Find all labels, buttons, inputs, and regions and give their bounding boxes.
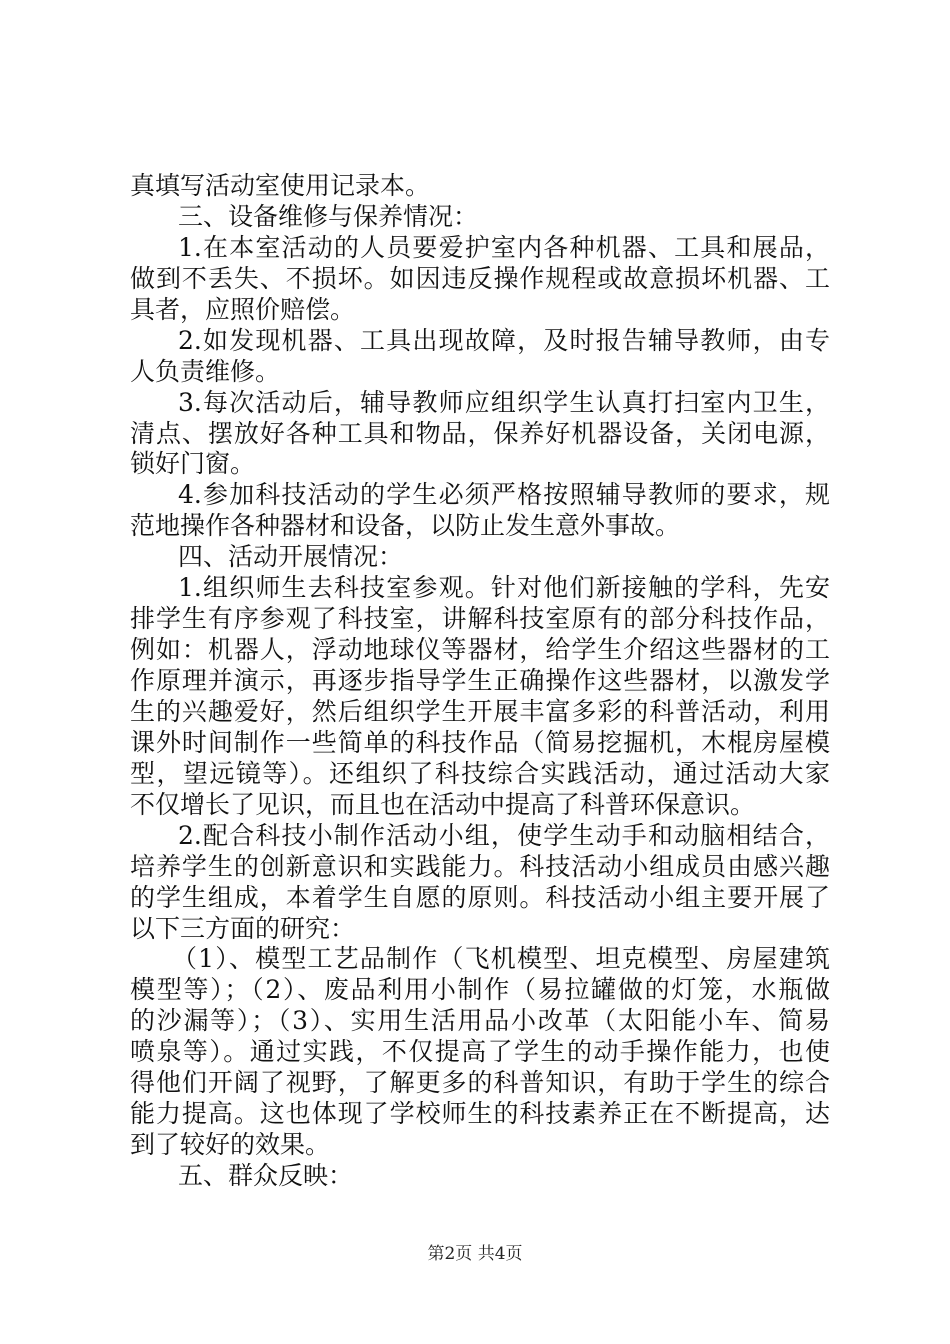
text-line-22: 2.配合科技小制作活动小组，使学生动手和动脑相结合， [178, 821, 830, 850]
section-heading-4: 四、活动开展情况： [178, 542, 404, 571]
text-line-7: 人负责维修。 [130, 357, 281, 386]
text-line-16: 例如：机器人，浮动地球仪等器材，给学生介绍这些器材的工 [130, 635, 830, 664]
text-line-18: 生的兴趣爱好，然后组织学生开展丰富多彩的科普活动，利用 [130, 697, 830, 726]
text-line-28: 的沙漏等）；（3）、实用生活用品小改革（太阳能小车、简易 [130, 1006, 830, 1035]
text-line-17: 作原理并演示，再逐步指导学生正确操作这些器材，以激发学 [130, 666, 830, 695]
text-line-9: 清点、摆放好各种工具和物品，保养好机器设备，关闭电源， [130, 419, 830, 448]
text-line-14: 1.组织师生去科技室参观。针对他们新接触的学科，先安 [178, 573, 830, 602]
section-heading-3: 三、设备维修与保养情况： [178, 202, 479, 231]
section-heading-5: 五、群众反映： [178, 1161, 354, 1190]
text-line-23: 培养学生的创新意识和实践能力。科技活动小组成员由感兴趣 [130, 852, 830, 881]
text-line-30: 得他们开阔了视野，了解更多的科普知识，有助于学生的综合 [130, 1068, 830, 1097]
text-line-25: 以下三方面的研究： [130, 914, 356, 943]
text-line-26: （1）、模型工艺品制作（飞机模型、坦克模型、房屋建筑 [172, 944, 830, 973]
text-line-6: 2.如发现机器、工具出现故障，及时报告辅导教师，由专 [178, 326, 830, 355]
text-line-10: 锁好门窗。 [130, 449, 256, 478]
text-line-27: 模型等）；（2）、废品利用小制作（易拉罐做的灯笼，水瓶做 [130, 975, 830, 1004]
text-line-3: 1.在本室活动的人员要爱护室内各种机器、工具和展品， [178, 233, 830, 262]
text-line-11: 4.参加科技活动的学生必须严格按照辅导教师的要求，规 [178, 480, 830, 509]
text-line-5: 具者，应照价赔偿。 [130, 295, 356, 324]
text-line-21: 不仅增长了见识，而且也在活动中提高了科普环保意识。 [130, 790, 756, 819]
text-line-29: 喷泉等）。通过实践，不仅提高了学生的动手操作能力，也使 [130, 1037, 830, 1066]
text-line-20: 型，望远镜等）。还组织了科技综合实践活动，通过活动大家 [130, 759, 830, 788]
text-line-12: 范地操作各种器材和设备，以防止发生意外事故。 [130, 511, 681, 540]
text-line-8: 3.每次活动后，辅导教师应组织学生认真打扫室内卫生， [178, 388, 830, 417]
text-line-32: 到了较好的效果。 [130, 1130, 331, 1159]
text-line-4: 做到不丢失、不损坏。如因违反操作规程或故意损坏机器、工 [130, 264, 830, 293]
text-line-15: 排学生有序参观了科技室，讲解科技室原有的部分科技作品， [130, 604, 830, 633]
text-line-24: 的学生组成，本着学生自愿的原则。科技活动小组主要开展了 [130, 883, 830, 912]
page-footer: 第2页 共4页 [427, 1244, 523, 1264]
text-line-1: 真填写活动室使用记录本。 [130, 171, 431, 200]
text-line-31: 能力提高。这也体现了学校师生的科技素养正在不断提高，达 [130, 1099, 830, 1128]
text-line-19: 课外时间制作一些简单的科技作品（简易挖掘机，木棍房屋模 [130, 728, 830, 757]
